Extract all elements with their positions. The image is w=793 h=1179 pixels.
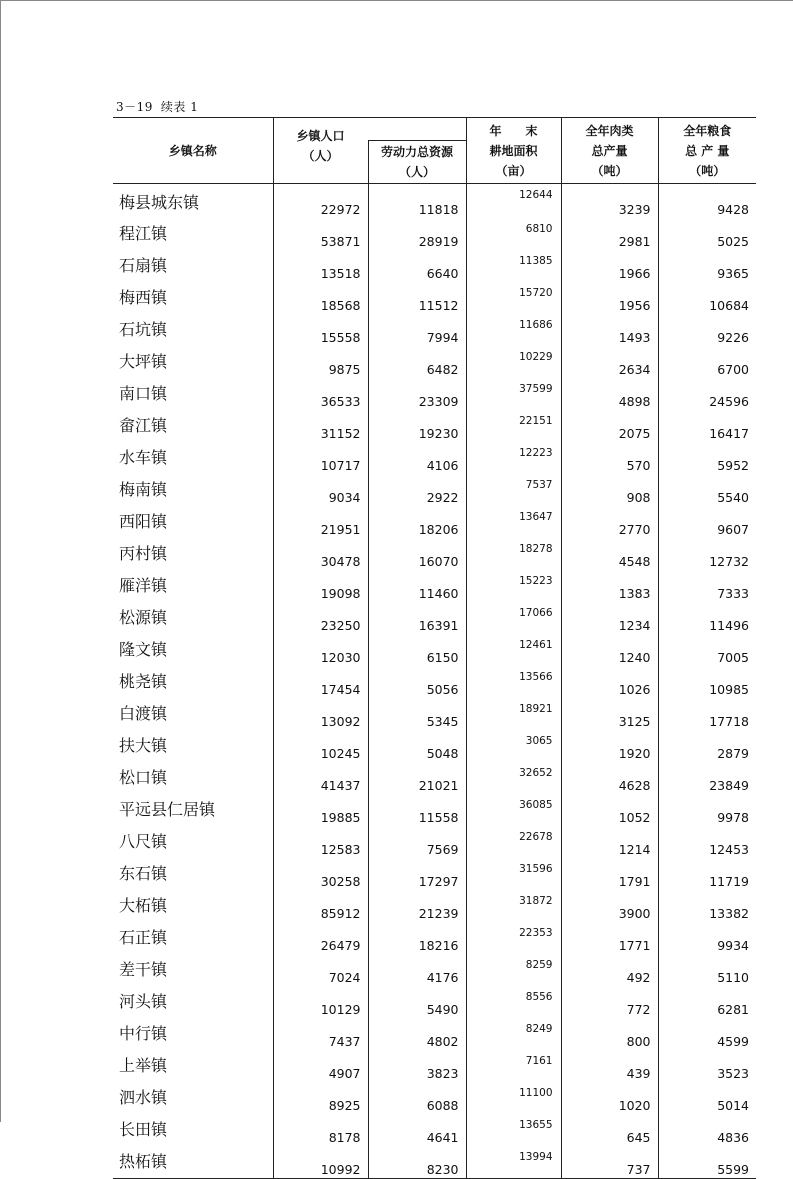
- cell-farmland: 13994: [466, 1146, 561, 1179]
- header-farmland: [466, 118, 561, 184]
- cell-grain: 9226: [658, 314, 756, 346]
- cell-grain: 7005: [658, 634, 756, 666]
- cell-township-name: 隆文镇: [119, 639, 168, 659]
- cell-farmland: 12644: [466, 184, 561, 219]
- cell-grain: 9934: [658, 922, 756, 954]
- cell-farmland: 8259: [466, 954, 561, 986]
- table-row: [113, 922, 756, 954]
- cell-labor: 18206: [368, 506, 466, 538]
- cell-grain: 4599: [658, 1018, 756, 1050]
- cell-farmland: 36085: [466, 794, 561, 826]
- cell-farmland: 8556: [466, 986, 561, 1018]
- cell-population: 30258: [273, 858, 368, 890]
- cell-farmland: 7537: [466, 474, 561, 506]
- cell-township-name: 河头镇: [119, 991, 168, 1011]
- cell-farmland: 11100: [466, 1082, 561, 1114]
- cell-township-name: 东石镇: [119, 863, 168, 883]
- table-number: 3－19: [116, 100, 153, 114]
- table-row: [113, 184, 756, 219]
- cell-population: 17454: [273, 666, 368, 698]
- table-row: [113, 1146, 756, 1179]
- table-row: [113, 410, 756, 442]
- cell-farmland: 13655: [466, 1114, 561, 1146]
- cell-meat: 908: [561, 474, 658, 506]
- table-row: [113, 1018, 756, 1050]
- cell-labor: 7994: [368, 314, 466, 346]
- cell-population: 19885: [273, 794, 368, 826]
- cell-township-name: 梅县城东镇: [119, 192, 200, 212]
- cell-township-name: 梅西镇: [119, 287, 168, 307]
- cell-meat: 800: [561, 1018, 658, 1050]
- cell-township-name: 桃尧镇: [119, 671, 168, 691]
- header-township-name-text: 乡镇名称: [168, 144, 217, 158]
- cell-meat: 2981: [561, 218, 658, 250]
- cell-township-name: 丙村镇: [119, 543, 168, 563]
- cell-grain: 5014: [658, 1082, 756, 1114]
- cell-labor: 7569: [368, 826, 466, 858]
- cell-township-name: 白渡镇: [119, 703, 168, 723]
- table-row: [113, 474, 756, 506]
- table-row: [113, 1082, 756, 1114]
- cell-farmland: 15720: [466, 282, 561, 314]
- cell-township-name: 泗水镇: [119, 1087, 168, 1107]
- cell-labor: 4641: [368, 1114, 466, 1146]
- cell-population: 53871: [273, 218, 368, 250]
- cell-farmland: 31872: [466, 890, 561, 922]
- cell-meat: 4898: [561, 378, 658, 410]
- table-row: [113, 218, 756, 250]
- cell-township-name: 平远县仁居镇: [119, 799, 216, 819]
- cell-labor: 16391: [368, 602, 466, 634]
- cell-township-name: 热柘镇: [113, 1146, 273, 1179]
- cell-farmland: 11686: [466, 314, 561, 346]
- cell-grain: 12453: [658, 826, 756, 858]
- cell-farmland: 11385: [466, 250, 561, 282]
- cell-labor: 11818: [368, 184, 466, 219]
- table-row: [113, 378, 756, 410]
- cell-farmland: 22678: [466, 826, 561, 858]
- cell-grain: 10684: [658, 282, 756, 314]
- header-meat-line1: 全年肉类: [585, 123, 634, 138]
- cell-farmland: 6810: [466, 218, 561, 250]
- cell-township-name: 大坪镇: [119, 351, 168, 371]
- cell-meat: 439: [561, 1050, 658, 1082]
- cell-grain: 9607: [658, 506, 756, 538]
- table-row: [113, 762, 756, 794]
- table-row: [113, 698, 756, 730]
- header-meat-line3: （吨）: [591, 163, 628, 178]
- cell-meat: 1956: [561, 282, 658, 314]
- cell-meat: 2770: [561, 506, 658, 538]
- cell-township-name: 石正镇: [119, 927, 168, 947]
- cell-farmland: 13647: [466, 506, 561, 538]
- cell-population: 10992: [273, 1146, 368, 1179]
- cell-meat: 1240: [561, 634, 658, 666]
- cell-township-name: 松口镇: [119, 767, 168, 787]
- cell-population: 21951: [273, 506, 368, 538]
- table-row: [113, 826, 756, 858]
- cell-grain: 5110: [658, 954, 756, 986]
- table-row: [113, 890, 756, 922]
- cell-labor: 4106: [368, 442, 466, 474]
- cell-population: 30478: [273, 538, 368, 570]
- header-grain-line3: （吨）: [689, 163, 726, 178]
- cell-labor: 2922: [368, 474, 466, 506]
- cell-population: 18568: [273, 282, 368, 314]
- cell-farmland: 22151: [466, 410, 561, 442]
- cell-labor: 21239: [368, 890, 466, 922]
- cell-meat: 570: [561, 442, 658, 474]
- cell-farmland: 37599: [466, 378, 561, 410]
- cell-grain: 16417: [658, 410, 756, 442]
- table-row: [113, 986, 756, 1018]
- header-population-spacer: [368, 118, 466, 141]
- table-header: [113, 118, 756, 184]
- table-row: [113, 666, 756, 698]
- cell-township-name: 程江镇: [119, 223, 168, 243]
- cell-township-name: 中行镇: [119, 1023, 168, 1043]
- cell-meat: 2075: [561, 410, 658, 442]
- cell-farmland: 15223: [466, 570, 561, 602]
- cell-meat: 1026: [561, 666, 658, 698]
- cell-population: 9034: [273, 474, 368, 506]
- cell-farmland: 31596: [466, 858, 561, 890]
- header-labor: [368, 141, 466, 184]
- cell-meat: 3125: [561, 698, 658, 730]
- table-row: [113, 346, 756, 378]
- cell-meat: 1020: [561, 1082, 658, 1114]
- cell-labor: 18216: [368, 922, 466, 954]
- cell-labor: 11558: [368, 794, 466, 826]
- cell-farmland: 18921: [466, 698, 561, 730]
- cell-meat: 2634: [561, 346, 658, 378]
- page-border-top: [0, 0, 793, 1]
- cell-meat: 1214: [561, 826, 658, 858]
- table-row: [113, 282, 756, 314]
- cell-population: 31152: [273, 410, 368, 442]
- table-row: [113, 858, 756, 890]
- header-population: [273, 118, 368, 184]
- header-township-name: [113, 118, 273, 184]
- table-continuation: 续表 1: [160, 100, 199, 114]
- cell-population: 15558: [273, 314, 368, 346]
- cell-farmland: 32652: [466, 762, 561, 794]
- cell-population: 10717: [273, 442, 368, 474]
- cell-labor: 3823: [368, 1050, 466, 1082]
- table-row: [113, 538, 756, 570]
- township-statistics-table: [113, 117, 756, 1179]
- cell-labor: 5345: [368, 698, 466, 730]
- cell-township-name: 石坑镇: [119, 319, 168, 339]
- cell-farmland: 22353: [466, 922, 561, 954]
- cell-farmland: 10229: [466, 346, 561, 378]
- cell-farmland: 17066: [466, 602, 561, 634]
- table-row: [113, 442, 756, 474]
- cell-population: 12583: [273, 826, 368, 858]
- table-row: [113, 954, 756, 986]
- cell-population: 19098: [273, 570, 368, 602]
- header-grain-line2: 总 产 量: [685, 143, 730, 158]
- table-row: [113, 634, 756, 666]
- table-row: [113, 602, 756, 634]
- cell-labor: 4802: [368, 1018, 466, 1050]
- cell-meat: 1771: [561, 922, 658, 954]
- header-labor-line1: 劳动力总资源: [380, 145, 453, 159]
- cell-township-name: 南口镇: [119, 383, 168, 403]
- cell-meat: 1234: [561, 602, 658, 634]
- cell-farmland: 3065: [466, 730, 561, 762]
- header-meat-line2: 总产量: [591, 143, 628, 158]
- cell-labor: 23309: [368, 378, 466, 410]
- cell-township-name: 雁洋镇: [119, 575, 168, 595]
- cell-meat: 1383: [561, 570, 658, 602]
- page-border-left: [0, 0, 1, 1122]
- cell-labor: 28919: [368, 218, 466, 250]
- cell-grain: 7333: [658, 570, 756, 602]
- table-label: [116, 98, 198, 115]
- cell-population: 8178: [273, 1114, 368, 1146]
- cell-grain: 11496: [658, 602, 756, 634]
- cell-grain: 9428: [658, 184, 756, 219]
- cell-labor: 21021: [368, 762, 466, 794]
- cell-population: 10245: [273, 730, 368, 762]
- cell-meat: 737: [561, 1146, 658, 1179]
- cell-meat: 772: [561, 986, 658, 1018]
- cell-farmland: 8249: [466, 1018, 561, 1050]
- cell-farmland: 12461: [466, 634, 561, 666]
- cell-labor: 17297: [368, 858, 466, 890]
- cell-township-name: 水车镇: [119, 447, 168, 467]
- cell-labor: 19230: [368, 410, 466, 442]
- cell-labor: 5056: [368, 666, 466, 698]
- cell-grain: 5599: [658, 1146, 756, 1179]
- cell-meat: 4628: [561, 762, 658, 794]
- cell-population: 85912: [273, 890, 368, 922]
- cell-labor: 5490: [368, 986, 466, 1018]
- table-row: [113, 506, 756, 538]
- cell-labor: 6088: [368, 1082, 466, 1114]
- cell-population: 36533: [273, 378, 368, 410]
- table-row: [113, 250, 756, 282]
- cell-township-name: 大柘镇: [119, 895, 168, 915]
- cell-meat: 1493: [561, 314, 658, 346]
- cell-population: 7024: [273, 954, 368, 986]
- cell-population: 23250: [273, 602, 368, 634]
- cell-meat: 1966: [561, 250, 658, 282]
- header-farmland-line2: 耕地面积: [489, 143, 538, 158]
- header-farmland-line1: 年 末: [489, 123, 538, 138]
- cell-labor: 6150: [368, 634, 466, 666]
- header-population-line1: 乡镇人口: [296, 129, 345, 143]
- table-row: [113, 314, 756, 346]
- table-row: [113, 794, 756, 826]
- cell-township-name: 扶大镇: [119, 735, 168, 755]
- cell-grain: 3523: [658, 1050, 756, 1082]
- cell-township-name: 八尺镇: [119, 831, 168, 851]
- cell-grain: 23849: [658, 762, 756, 794]
- cell-population: 12030: [273, 634, 368, 666]
- cell-labor: 4176: [368, 954, 466, 986]
- cell-grain: 6281: [658, 986, 756, 1018]
- cell-township-name: 长田镇: [119, 1119, 168, 1139]
- header-grain-line1: 全年粮食: [683, 123, 732, 138]
- header-meat: [561, 118, 658, 184]
- cell-population: 26479: [273, 922, 368, 954]
- cell-labor: 16070: [368, 538, 466, 570]
- cell-labor: 6482: [368, 346, 466, 378]
- cell-labor: 6640: [368, 250, 466, 282]
- cell-grain: 12732: [658, 538, 756, 570]
- cell-grain: 13382: [658, 890, 756, 922]
- table-row: [113, 730, 756, 762]
- cell-grain: 2879: [658, 730, 756, 762]
- cell-grain: 6700: [658, 346, 756, 378]
- cell-population: 13518: [273, 250, 368, 282]
- table-row: [113, 1050, 756, 1082]
- cell-farmland: 13566: [466, 666, 561, 698]
- cell-township-name: 上举镇: [119, 1055, 168, 1075]
- cell-farmland: 7161: [466, 1050, 561, 1082]
- header-labor-line2: （人）: [398, 165, 435, 179]
- cell-farmland: 18278: [466, 538, 561, 570]
- header-population-line2: （人）: [302, 149, 339, 163]
- cell-labor: 11460: [368, 570, 466, 602]
- cell-meat: 645: [561, 1114, 658, 1146]
- cell-labor: 11512: [368, 282, 466, 314]
- cell-grain: 11719: [658, 858, 756, 890]
- cell-grain: 5025: [658, 218, 756, 250]
- cell-population: 7437: [273, 1018, 368, 1050]
- cell-population: 13092: [273, 698, 368, 730]
- cell-farmland: 12223: [466, 442, 561, 474]
- cell-township-name: 梅南镇: [119, 479, 168, 499]
- cell-meat: 3900: [561, 890, 658, 922]
- cell-labor: 8230: [368, 1146, 466, 1179]
- cell-population: 22972: [273, 184, 368, 219]
- cell-meat: 1052: [561, 794, 658, 826]
- cell-meat: 3239: [561, 184, 658, 219]
- cell-population: 8925: [273, 1082, 368, 1114]
- table-body: [113, 184, 756, 1179]
- cell-grain: 5952: [658, 442, 756, 474]
- cell-population: 10129: [273, 986, 368, 1018]
- table-row: [113, 1114, 756, 1146]
- cell-township-name: 差干镇: [119, 959, 168, 979]
- cell-meat: 4548: [561, 538, 658, 570]
- cell-grain: 24596: [658, 378, 756, 410]
- table-row: [113, 570, 756, 602]
- cell-grain: 5540: [658, 474, 756, 506]
- cell-township-name: 畲江镇: [119, 415, 168, 435]
- cell-meat: 1791: [561, 858, 658, 890]
- header-farmland-line3: （亩）: [495, 163, 532, 178]
- cell-township-name: 石扇镇: [119, 255, 168, 275]
- cell-meat: 1920: [561, 730, 658, 762]
- cell-grain: 9365: [658, 250, 756, 282]
- cell-grain: 17718: [658, 698, 756, 730]
- cell-grain: 10985: [658, 666, 756, 698]
- cell-township-name: 松源镇: [119, 607, 168, 627]
- cell-population: 9875: [273, 346, 368, 378]
- cell-grain: 9978: [658, 794, 756, 826]
- cell-population: 4907: [273, 1050, 368, 1082]
- cell-meat: 492: [561, 954, 658, 986]
- header-grain: [658, 118, 756, 184]
- cell-grain: 4836: [658, 1114, 756, 1146]
- cell-labor: 5048: [368, 730, 466, 762]
- cell-township-name: 西阳镇: [119, 511, 168, 531]
- cell-population: 41437: [273, 762, 368, 794]
